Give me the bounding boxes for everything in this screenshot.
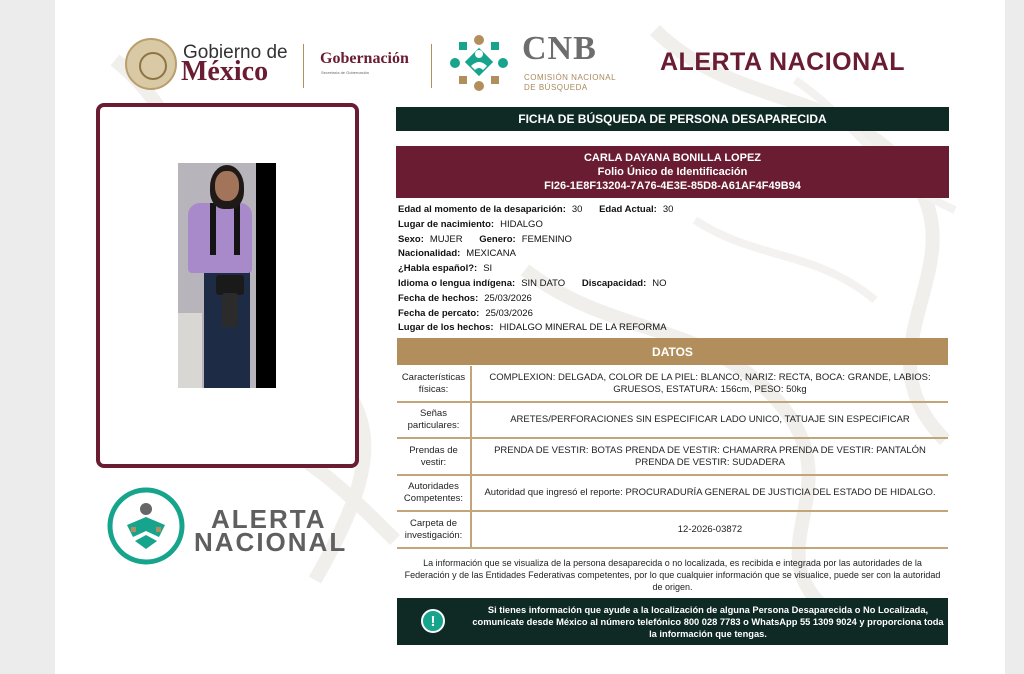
gobernacion-sub: Secretaría de Gobernación <box>321 70 370 75</box>
table-value: COMPLEXION: DELGADA, COLOR DE LA PIEL: BLANCO, NARIZ: RECTA, BOCA: GRANDE, LABIOS: GRUESOS, ESTATURA: 156cm, PESO: 50kg <box>489 371 931 395</box>
info-label: Discapacidad: <box>581 277 647 289</box>
info-value: NO <box>652 277 667 289</box>
alerta-nacional-logo-icon <box>107 487 185 565</box>
info-value: 30 <box>662 204 674 215</box>
folio-label: Folio Único de Identificación <box>597 166 748 178</box>
folio-value: FI26-1E8F13204-7A76-4E3E-85D8-A61AF4F49B94 <box>544 180 801 192</box>
alerta-nacional-title: ALERTA NACIONAL <box>660 48 905 76</box>
table-label: Características físicas: <box>397 366 472 401</box>
table-row <box>397 439 948 476</box>
info-label: Idioma o lengua indígena: <box>398 277 516 289</box>
cnb-logo-icon <box>445 30 513 96</box>
gobierno-line1: Gobierno de <box>183 42 288 63</box>
table-value: Autoridad que ingresó el reporte: PROCURADURÍA GENERAL DE JUSTICIA DEL ESTADO DE HIDALGO. <box>484 487 936 498</box>
info-value: SIN DATO <box>521 277 566 289</box>
table-value: 12-2026-03872 <box>677 523 743 535</box>
table-label: Autoridades Competentes: <box>397 476 472 510</box>
person-info <box>398 203 948 336</box>
gobernacion-logo: Gobernación <box>320 50 409 67</box>
info-label: Nacionalidad: <box>398 248 461 260</box>
datos-table <box>397 366 948 549</box>
disclaimer-text: La información que se visualiza de la persona desaparecida o no localizada, es recibida e integrada por las autoridades de la Federación y de las Entidades Federativas competentes, por lo que cualquier información que se visualice, puede ser con la autoridad de origen. <box>404 558 941 592</box>
datos-header: DATOS <box>397 338 948 365</box>
contact-text: Si tienes información que ayude a la localización de alguna Persona Desaparecida o No Localizada, comunícate desde México al número telefónico 800 028 7783 o WhatsApp 55 1309 9024 y proporciona toda la información que tengas. <box>472 605 944 639</box>
table-label: Prendas de vestir: <box>397 439 472 474</box>
info-value: 25/03/2026 <box>484 292 532 304</box>
info-value: MUJER <box>429 233 463 245</box>
info-row-lugar-nac <box>398 218 948 233</box>
person-photo <box>178 163 276 388</box>
table-row <box>397 476 948 512</box>
cnb-subtitle-2: DE BÚSQUEDA <box>524 83 588 92</box>
search-poster <box>55 0 1005 674</box>
alerta-logo-line2: NACIONAL <box>194 527 348 557</box>
info-label: Edad al momento de la desaparición: <box>398 204 566 215</box>
alerta-logo-line1: ALERTA <box>211 504 327 534</box>
table-row <box>397 366 948 403</box>
info-row-edad <box>398 203 948 218</box>
info-row-habla <box>398 262 948 277</box>
info-value: 25/03/2026 <box>485 307 533 319</box>
info-value: MEXICANA <box>466 248 516 260</box>
info-label: Sexo: <box>398 233 424 245</box>
info-label: ¿Habla español?: <box>398 263 478 275</box>
info-row-nacionalidad <box>398 247 948 262</box>
table-value: ARETES/PERFORACIONES SIN ESPECIFICAR LADO UNICO, TATUAJE SIN ESPECIFICAR <box>510 414 910 425</box>
person-name-box <box>396 146 949 198</box>
header-divider <box>431 44 432 88</box>
info-row-lugar-hechos <box>398 321 948 336</box>
info-label: Lugar de nacimiento: <box>398 218 495 230</box>
info-value: HIDALGO MINERAL DE LA REFORMA <box>499 322 667 334</box>
person-name: CARLA DAYANA BONILLA LOPEZ <box>583 152 762 164</box>
info-label: Fecha de percato: <box>398 307 480 319</box>
info-label: Fecha de hechos: <box>398 292 479 304</box>
info-row-fecha-hechos <box>398 292 948 307</box>
info-row-sexo <box>398 233 948 248</box>
info-row-idioma <box>398 277 948 292</box>
contact-banner <box>397 598 948 645</box>
national-seal-icon <box>125 38 177 90</box>
table-label: Señas particulares: <box>397 403 472 437</box>
ficha-title: FICHA DE BÚSQUEDA DE PERSONA DESAPARECIDA <box>396 107 949 131</box>
cnb-title: CNB <box>522 30 597 67</box>
info-row-fecha-percato <box>398 307 948 322</box>
gobierno-line2: México <box>181 56 269 87</box>
photo-frame <box>96 103 359 468</box>
info-value: 30 <box>571 204 583 215</box>
info-label: Lugar de los hechos: <box>398 322 494 334</box>
header-divider <box>303 44 304 88</box>
info-label: Genero: <box>479 233 516 245</box>
cnb-subtitle-1: COMISIÓN NACIONAL <box>524 73 617 82</box>
info-value: HIDALGO <box>500 218 543 230</box>
table-row <box>397 403 948 439</box>
info-label: Edad Actual: <box>599 204 657 215</box>
info-value: FEMENINO <box>521 233 572 245</box>
table-label: Carpeta de investigación: <box>397 512 472 547</box>
alert-icon: ! <box>421 609 445 633</box>
table-value: PRENDA DE VESTIR: BOTAS PRENDA DE VESTIR: CHAMARRA PRENDA DE VESTIR: PANTALÓN PRENDA DE VESTIR: SUDADERA <box>494 444 926 468</box>
info-value: SI <box>483 263 493 275</box>
table-row <box>397 512 948 549</box>
